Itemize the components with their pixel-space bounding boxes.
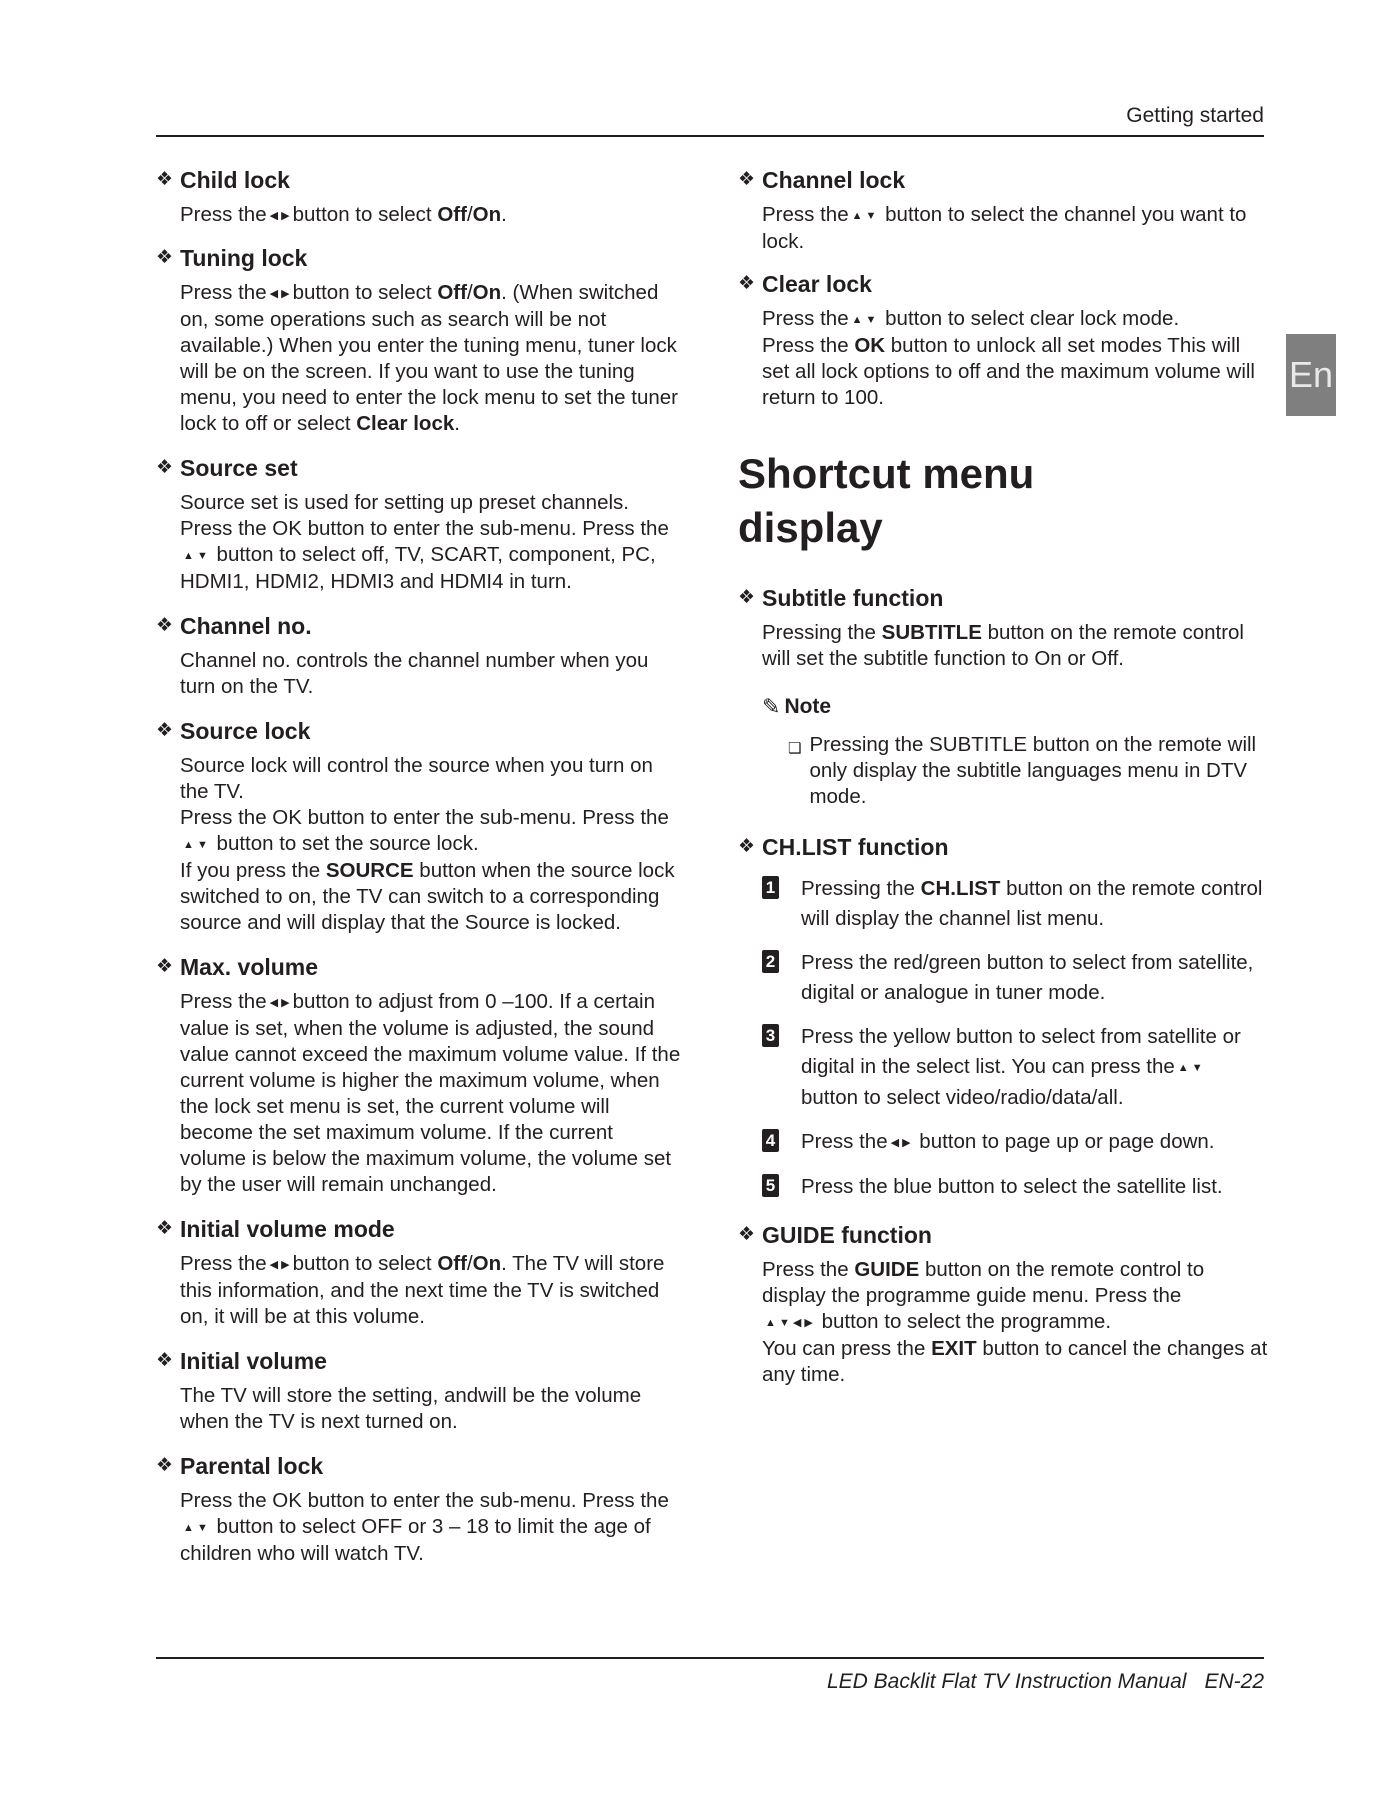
diamond-bullet-icon: ❖	[156, 457, 174, 478]
section-body: Press the OK button to enter the sub-menu. Press the ▲ ▼ button to select OFF or 3 – 18 to limit the age of children who will watch TV.	[180, 1489, 669, 1565]
diamond-bullet-icon: ❖	[156, 247, 174, 268]
section-title: Clear lock	[762, 271, 872, 297]
diamond-bullet-icon: ❖	[156, 1350, 174, 1371]
direction-arrows-icon: ▲ ▼ ◀ ▶	[765, 1317, 813, 1329]
section-initial-volume	[156, 1346, 681, 1435]
section-body: Press the ◀ ▶ button to adjust from 0 –100. If a certain value is set, when the volume is adjusted, the sound value cannot exceed the maximum volume value. If the current volume is higher the maximum volume, when the lock set menu is set, the current volume will become the set maximum volume. If the current volume is below the maximum volume, the volume set by the user will remain unchanged.	[180, 990, 681, 1196]
language-tab: En	[1286, 334, 1336, 416]
left-right-arrows-icon: ◀ ▶	[269, 288, 290, 300]
section-body: Press the ▲ ▼ button to select the channel you want to lock.	[762, 203, 1247, 253]
section-channel-no	[156, 611, 681, 700]
section-source-set	[156, 453, 681, 595]
section-title: CH.LIST function	[762, 834, 949, 860]
section-title: GUIDE function	[762, 1222, 932, 1248]
diamond-bullet-icon: ❖	[156, 956, 174, 977]
section-title: Source lock	[180, 718, 311, 744]
diamond-bullet-icon: ❖	[738, 1224, 756, 1245]
diamond-bullet-icon: ❖	[738, 273, 756, 294]
section-body: Press the ◀ ▶ button to select Off/On. (When switched on, some operations such as search will be not available.) When you enter the tuning menu, tuner lock will be on the screen. If you want to use the tuning menu, you need to enter the lock menu to set the tuner lock to off or select Clear lock.	[180, 281, 679, 435]
list-item: 4 Press the ◀ ▶ button to page up or page down.	[762, 1127, 1268, 1158]
section-guide-function	[738, 1220, 1268, 1388]
diamond-bullet-icon: ❖	[156, 1455, 174, 1476]
section-title: Source set	[180, 455, 298, 481]
section-title: Channel lock	[762, 167, 906, 193]
section-title: Channel no.	[180, 613, 312, 639]
left-right-arrows-icon: ◀ ▶	[890, 1137, 911, 1149]
section-body: Press the ▲ ▼ button to select clear lock mode. Press the OK button to unlock all set modes This will set all lock options to off and the maximum volume will return to 100.	[762, 307, 1255, 409]
footer-rule	[156, 1657, 1264, 1659]
up-down-arrows-icon: ▲ ▼	[183, 1522, 208, 1534]
diamond-bullet-icon: ❖	[738, 587, 756, 608]
section-initial-volume-mode	[156, 1214, 681, 1330]
list-item: 3 Press the yellow button to select from satellite or digital in the select list. You can press the ▲ ▼ button to select video/radio/data/all.	[762, 1022, 1268, 1113]
section-title: Initial volume mode	[180, 1216, 395, 1242]
up-down-arrows-icon: ▲ ▼	[1177, 1062, 1203, 1074]
note-item: ❏ Pressing the SUBTITLE button on the remote will only display the subtitle languages menu in DTV mode.	[788, 733, 1257, 808]
section-max-volume	[156, 952, 681, 1198]
list-item: 1 Pressing the CH.LIST button on the remote control will display the channel list menu.	[762, 874, 1268, 934]
section-child-lock	[156, 165, 681, 229]
running-footer	[827, 1670, 1264, 1694]
up-down-arrows-icon: ▲ ▼	[183, 839, 208, 851]
left-right-arrows-icon: ◀ ▶	[269, 1259, 290, 1271]
section-subtitle-function	[738, 583, 1268, 672]
step-number-badge: 5	[762, 1174, 779, 1197]
right-column	[738, 165, 1268, 1388]
up-down-arrows-icon: ▲ ▼	[183, 550, 208, 562]
section-tuning-lock	[156, 243, 681, 437]
note-label: Note	[784, 695, 832, 718]
list-item: 2 Press the red/green button to select from satellite, digital or analogue in tuner mode.	[762, 948, 1268, 1008]
section-body: The TV will store the setting, andwill be the volume when the TV is next turned on.	[180, 1384, 642, 1433]
diamond-bullet-icon: ❖	[156, 720, 174, 741]
step-number-badge: 3	[762, 1024, 779, 1047]
step-number-badge: 2	[762, 950, 779, 973]
section-body: Press the ◀ ▶ button to select Off/On.	[180, 202, 681, 229]
step-number-badge: 1	[762, 876, 779, 899]
page-number: EN-22	[1204, 1670, 1264, 1693]
diamond-bullet-icon: ❖	[156, 615, 174, 636]
section-title: Child lock	[180, 167, 290, 193]
note-block	[738, 694, 1268, 810]
checkbox-icon: ❏	[788, 740, 802, 757]
step-number-badge: 4	[762, 1129, 779, 1152]
section-body: Channel no. controls the channel number when you turn on the TV.	[180, 649, 649, 698]
section-source-lock	[156, 716, 681, 936]
chapter-title: Shortcut menu display	[738, 450, 1035, 551]
section-body: Source set is used for setting up preset channels. Press the OK button to enter the sub-menu. Press the ▲ ▼ button to select off, TV, SCART, component, PC, HDMI1, HDMI2, HDMI3 and HDMI4 in turn.	[180, 491, 669, 593]
section-channel-lock	[738, 165, 1268, 255]
up-down-arrows-icon: ▲ ▼	[851, 210, 877, 222]
section-clear-lock	[738, 269, 1268, 411]
section-body: Press the ◀ ▶ button to select Off/On. The TV will store this information, and the next time the TV is switched on, it will be at this volume.	[180, 1252, 665, 1328]
section-chlist-function	[738, 832, 1268, 1202]
numbered-list	[762, 874, 1268, 1202]
diamond-bullet-icon: ❖	[738, 836, 756, 857]
section-parental-lock	[156, 1451, 681, 1567]
list-item: 5 Press the blue button to select the satellite list.	[762, 1172, 1268, 1202]
left-right-arrows-icon: ◀ ▶	[269, 210, 290, 222]
section-title: Max. volume	[180, 954, 319, 980]
left-column	[156, 165, 681, 1567]
diamond-bullet-icon: ❖	[156, 1218, 174, 1239]
pencil-note-icon: ✎	[762, 694, 781, 719]
section-title: Tuning lock	[180, 245, 308, 271]
section-body: Source lock will control the source when you turn on the TV. Press the OK button to enter the sub-menu. Press the ▲ ▼ button to set the source lock. If you press the SOURCE button when the source lock switched to on, the TV can switch to a corresponding source and will display that the Source is locked.	[180, 754, 675, 934]
section-title: Initial volume	[180, 1348, 327, 1374]
header-rule	[156, 135, 1264, 137]
up-down-arrows-icon: ▲ ▼	[851, 314, 877, 326]
section-body: Press the GUIDE button on the remote control to display the programme guide menu. Press the ▲ ▼ ◀ ▶ button to select the programme. You can press the EXIT button to cancel the changes at any time.	[762, 1258, 1268, 1386]
left-right-arrows-icon: ◀ ▶	[269, 997, 290, 1009]
diamond-bullet-icon: ❖	[156, 169, 174, 190]
section-body: Pressing the SUBTITLE button on the remote control will set the subtitle function to On or Off.	[762, 621, 1244, 670]
section-title: Parental lock	[180, 1453, 324, 1479]
running-header: Getting started	[1126, 104, 1264, 127]
manual-title: LED Backlit Flat TV Instruction Manual	[826, 1670, 1187, 1693]
section-title: Subtitle function	[762, 585, 944, 611]
diamond-bullet-icon: ❖	[738, 169, 756, 190]
